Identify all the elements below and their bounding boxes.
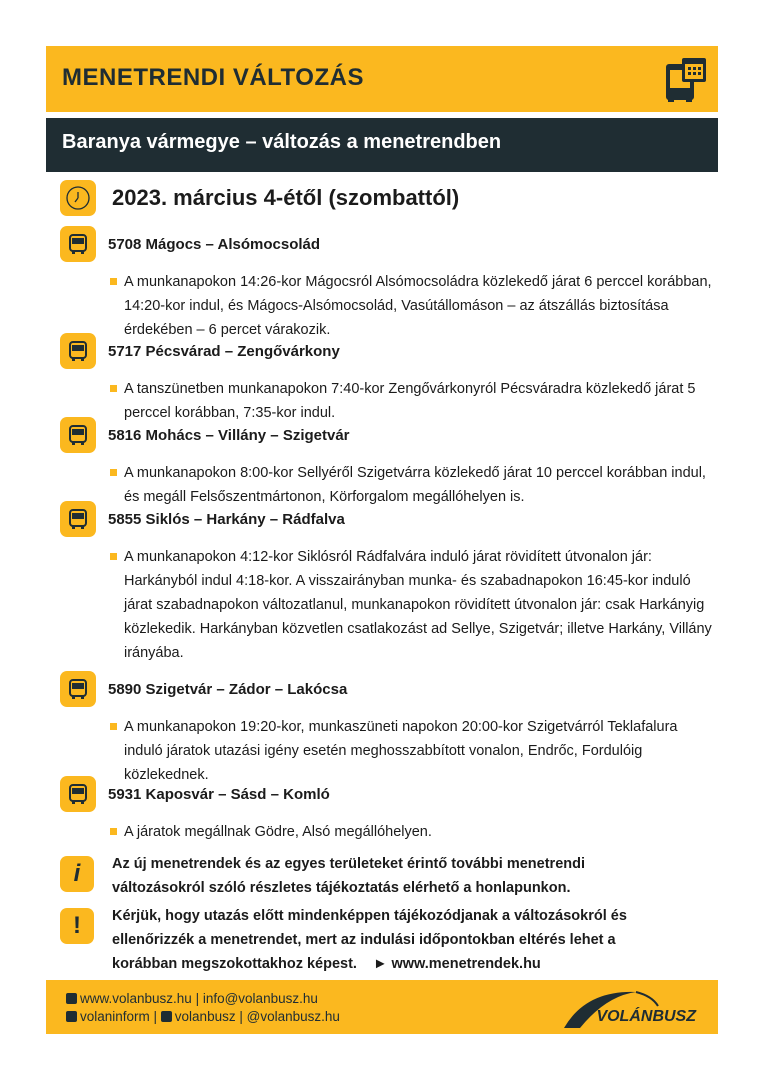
page-title: MENETRENDI VÁLTOZÁS — [62, 64, 364, 91]
instagram-link[interactable]: @volanbusz.hu — [246, 1009, 340, 1024]
effective-date: 2023. március 4-étől (szombattól) — [60, 178, 459, 218]
warning-note: ! Kérjük, hogy utazás előtt mindenképpen tájékozódjanak a változásokról és ellenőrizzék a menetrendet, mert az indulási időpontokban eltérés lehet a korábban megszokottakhoz képest. ► www.menetrendek.hu — [60, 904, 720, 976]
subtitle-bar: Baranya vármegye – változás a menetrendben — [46, 118, 718, 172]
info-note: i Az új menetrendek és az egyes területeket érintő további menetrendi változásokról szóló részletes tájékoztatás elérhető a honlapunkon. — [60, 852, 720, 900]
route-description: A munkanapokon 19:20-kor, munkaszüneti napokon 20:00-kor Szigetvárról Teklafalura induló járatok utazási igény esetén meghosszabbított vonalon, Endrőc, Fordulóig közlekednek. — [110, 715, 720, 787]
bus-icon — [60, 333, 96, 369]
route-description: A munkanapokon 8:00-kor Sellyéről Szigetvárra közlekedő járat 10 perccel korábban indul, és megáll Felsőszentmártonon, Körforgalom megállóhelyen is. — [110, 461, 720, 509]
email-link[interactable]: info@volanbusz.hu — [202, 991, 318, 1006]
route-section — [60, 333, 720, 425]
info-icon: i — [60, 856, 94, 892]
footer: www.volanbusz.hu | info@volanbusz.hu volaninform | volanbusz | @volanbusz.hu VOLÁNBUSZ — [46, 980, 718, 1034]
route-description: A munkanapokon 14:26-kor Mágocsról Alsómocsoládra közlekedő járat 6 perccel korábban, 14:20-kor indul, és Mágocs-Alsómocsolád, Vasútállomáson – az átszállás biztosítása érdekében – 6 percet várakozik. — [110, 270, 720, 342]
volanbusz-logo: VOLÁNBUSZ — [556, 986, 696, 1030]
route-title: 5890 Szigetvár – Zádor – Lakócsa — [108, 680, 348, 698]
bus-icon — [60, 776, 96, 812]
website-link[interactable]: www.volanbusz.hu — [80, 991, 192, 1006]
facebook-icon — [66, 1011, 77, 1022]
header-banner — [46, 46, 718, 112]
clock-icon — [60, 180, 96, 216]
bus-icon — [60, 671, 96, 707]
route-section — [60, 417, 720, 509]
route-section — [60, 671, 720, 787]
route-section — [60, 226, 720, 342]
exclamation-icon: ! — [60, 908, 94, 944]
route-section — [60, 776, 720, 844]
route-title: 5717 Pécsvárad – Zengővárkony — [108, 342, 340, 360]
bus-icon — [60, 501, 96, 537]
menetrendek-link[interactable]: ► www.menetrendek.hu — [373, 956, 541, 972]
bus-icon — [60, 417, 96, 453]
route-description: A tanszünetben munkanapokon 7:40-kor Zengővárkonyról Pécsváradra közlekedő járat 5 perccel korábban, 7:35-kor indul. — [110, 377, 720, 425]
bus-calendar-icon — [660, 54, 710, 104]
route-title: 5855 Siklós – Harkány – Rádfalva — [108, 510, 345, 528]
route-description: A munkanapokon 4:12-kor Siklósról Rádfalvára induló járat rövidített útvonalon jár: Harkányból indul 4:18-kor. A visszairányban munka- és szabadnapokon 16:45-kor induló járat szabadnapokon változatlanul, munkanapokon rövidített útvonalon jár: csak Harkányig közlekedik. Harkányban közvetlen csatlakozást ad Sellye, Szigetvár; illetve Harkány, Villány irányába. — [110, 545, 720, 665]
facebook-icon — [161, 1011, 172, 1022]
web-icon — [66, 993, 77, 1004]
route-section — [60, 501, 720, 665]
route-description: A járatok megállnak Gödre, Alsó megállóhelyen. — [110, 820, 720, 844]
route-title: 5931 Kaposvár – Sásd – Komló — [108, 785, 330, 803]
facebook-link-volaninform[interactable]: volaninform — [80, 1009, 150, 1024]
route-title: 5816 Mohács – Villány – Szigetvár — [108, 426, 350, 444]
bus-icon — [60, 226, 96, 262]
facebook-link-volanbusz[interactable]: volanbusz — [174, 1009, 236, 1024]
route-title: 5708 Mágocs – Alsómocsolád — [108, 235, 321, 253]
